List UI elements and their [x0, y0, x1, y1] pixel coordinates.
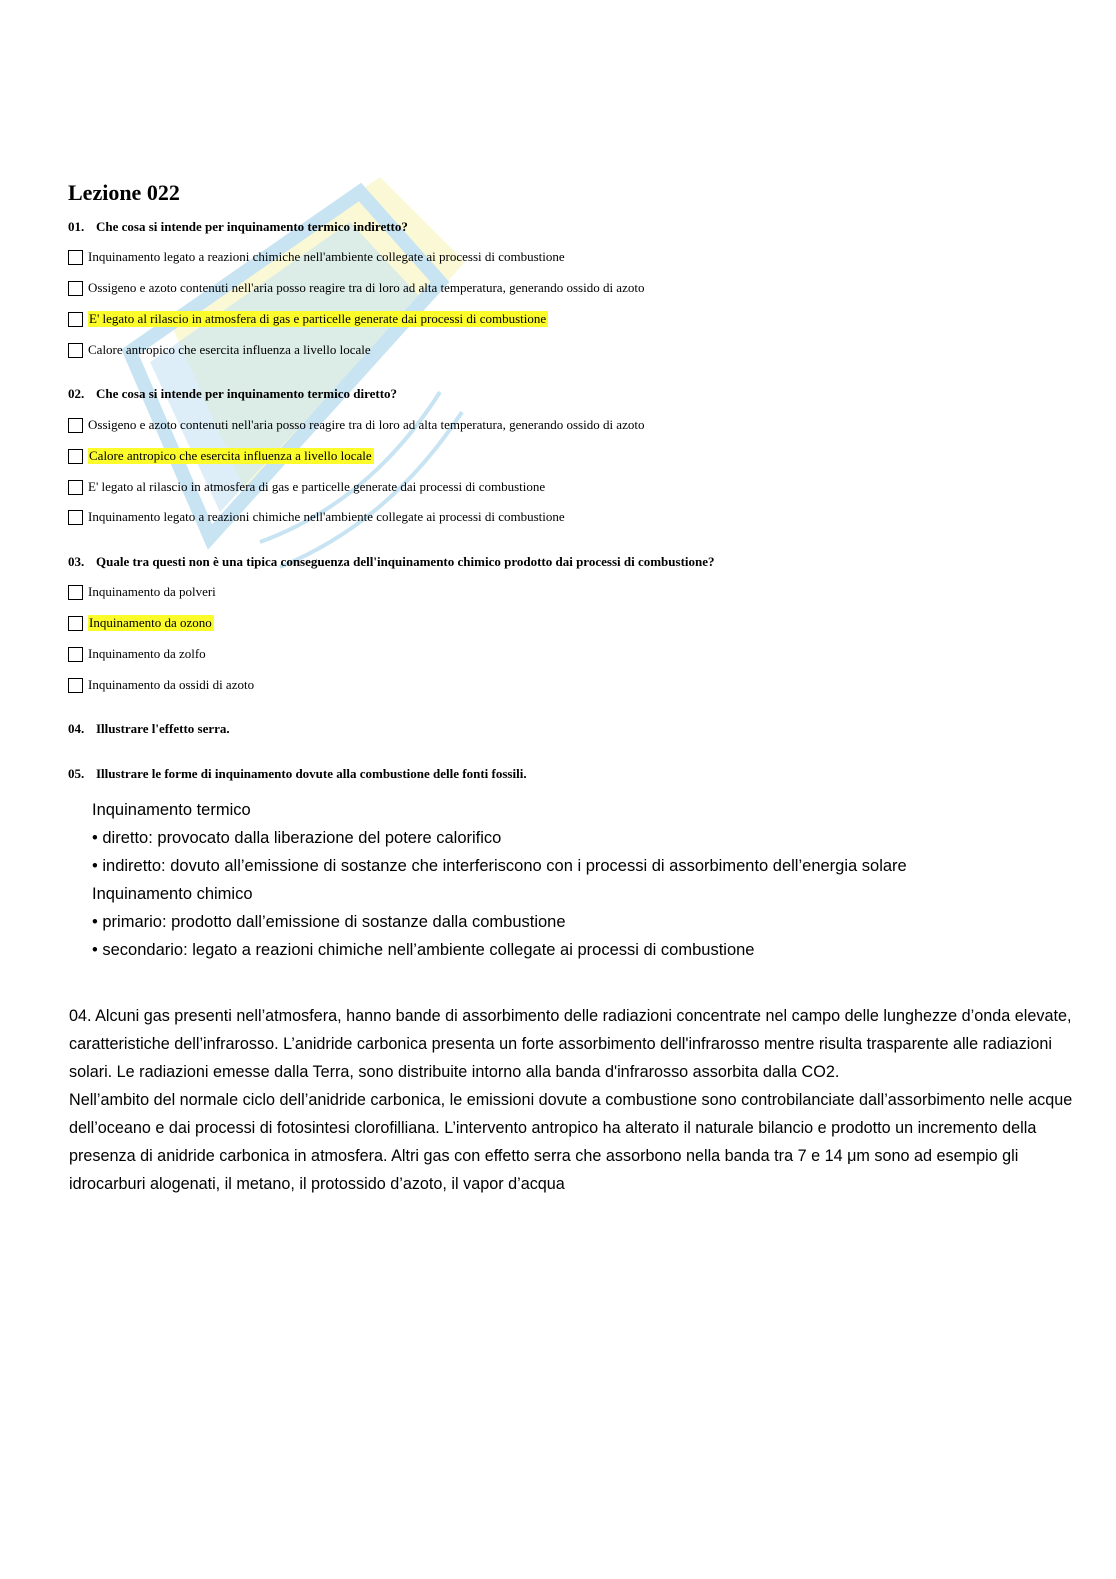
q2-option-3[interactable]: [68, 478, 545, 496]
checkbox[interactable]: [68, 510, 83, 525]
question-text: Che cosa si intende per inquinamento termico diretto?: [96, 386, 398, 401]
option-label: E' legato al rilascio in atmosfera di gas e particelle generate dai processi di combustione: [88, 479, 546, 494]
answer-04-paragraph: [69, 1002, 1099, 1198]
checkbox[interactable]: [68, 647, 83, 662]
question-text: Illustrare le forme di inquinamento dovute alla combustione delle fonti fossili.: [96, 766, 527, 781]
question-number: 05.: [68, 766, 85, 781]
question-01-heading: [68, 219, 408, 235]
q3-option-1[interactable]: [68, 583, 216, 601]
question-number: 04.: [68, 721, 85, 736]
option-label: Inquinamento legato a reazioni chimiche nell'ambiente collegate ai processi di combustione: [88, 509, 565, 524]
checkbox[interactable]: [68, 281, 83, 296]
q3-option-2[interactable]: [68, 614, 214, 632]
option-label-highlighted: E' legato al rilascio in atmosfera di gas e particelle generate dai processi di combustione: [89, 311, 547, 326]
answer-line: • indiretto: dovuto all’emissione di sostanze che interferiscono con i processi di assorbimento dell’energia solare: [92, 857, 907, 875]
option-label: Inquinamento da zolfo: [88, 646, 206, 661]
question-number: 02.: [68, 386, 85, 401]
answer-line: • diretto: provocato dalla liberazione del potere calorifico: [92, 829, 502, 847]
checkbox[interactable]: [68, 343, 83, 358]
q1-option-4[interactable]: [68, 341, 371, 359]
checkbox[interactable]: [68, 250, 83, 265]
checkbox[interactable]: [68, 616, 83, 631]
option-label: Inquinamento legato a reazioni chimiche nell'ambiente collegate ai processi di combustione: [88, 249, 565, 264]
checkbox[interactable]: [68, 585, 83, 600]
option-label: Inquinamento da ossidi di azoto: [88, 677, 255, 692]
option-label: Ossigeno e azoto contenuti nell'aria posso reagire tra di loro ad alta temperatura, generando ossido di azoto: [88, 280, 645, 295]
q2-option-2[interactable]: [68, 447, 374, 465]
option-label: Calore antropico che esercita influenza a livello locale: [88, 342, 371, 357]
question-05-heading: [68, 766, 527, 782]
question-03-heading: [68, 554, 715, 570]
answer-04-paragraph-1: 04. Alcuni gas presenti nell’atmosfera, hanno bande di assorbimento delle radiazioni concentrate nel campo delle lunghezze d’onda elevate, caratteristiche dell’infrarosso. L’anidride carbonica presenta un forte assorbimento dell'infrarosso mentre risulta trasparente alle radiazioni solari. Le radiazioni emesse dalla Terra, sono distribuite intorno alla banda d'infrarosso assorbita dalla CO2.: [69, 1007, 1072, 1081]
q3-option-4[interactable]: [68, 676, 254, 694]
q3-option-3[interactable]: [68, 645, 206, 663]
question-04-heading: [68, 721, 230, 737]
question-text: Illustrare l'effetto serra.: [96, 721, 230, 736]
checkbox[interactable]: [68, 312, 83, 327]
option-label: Ossigeno e azoto contenuti nell'aria posso reagire tra di loro ad alta temperatura, generando ossido di azoto: [88, 417, 645, 432]
checkbox[interactable]: [68, 449, 83, 464]
answer-line: • secondario: legato a reazioni chimiche nell’ambiente collegate ai processi di combustione: [92, 941, 755, 959]
answer-line: Inquinamento chimico: [92, 885, 253, 903]
q1-option-1[interactable]: [68, 248, 565, 266]
question-02-heading: [68, 386, 397, 402]
question-text: Quale tra questi non è una tipica conseguenza dell'inquinamento chimico prodotto dai processi di combustione?: [96, 554, 715, 569]
option-label: Inquinamento da polveri: [88, 584, 216, 599]
checkbox[interactable]: [68, 480, 83, 495]
q1-option-2[interactable]: [68, 279, 644, 297]
option-label-highlighted: Calore antropico che esercita influenza a livello locale: [89, 448, 372, 463]
answer-04-paragraph-2: Nell’ambito del normale ciclo dell’anidride carbonica, le emissioni dovute a combustione sono controbilanciate dall’assorbimento nelle acque dell’oceano e dai processi di fotosintesi clorofilliana. L’intervento antropico ha alterato il naturale bilancio e prodotto un incremento della presenza di anidride carbonica in atmosfera. Altri gas con effetto serra che assorbono nella banda tra 7 e 14 μm sono ad esempio gli idrocarburi alogenati, il metano, il protossido d’azoto, il vapor d’acqua: [69, 1091, 1073, 1193]
question-text: Che cosa si intende per inquinamento termico indiretto?: [96, 219, 408, 234]
answer-line: • primario: prodotto dall’emissione di sostanze dalla combustione: [92, 913, 566, 931]
checkbox[interactable]: [68, 678, 83, 693]
option-label-highlighted: Inquinamento da ozono: [89, 615, 212, 630]
q2-option-1[interactable]: [68, 416, 644, 434]
q1-option-3[interactable]: [68, 310, 548, 328]
q2-option-4[interactable]: [68, 508, 565, 526]
page-title: Lezione 022: [68, 180, 180, 205]
question-number: 01.: [68, 219, 85, 234]
answer-05-block: [92, 796, 907, 964]
question-number: 03.: [68, 554, 85, 569]
answer-line: Inquinamento termico: [92, 801, 251, 819]
checkbox[interactable]: [68, 418, 83, 433]
